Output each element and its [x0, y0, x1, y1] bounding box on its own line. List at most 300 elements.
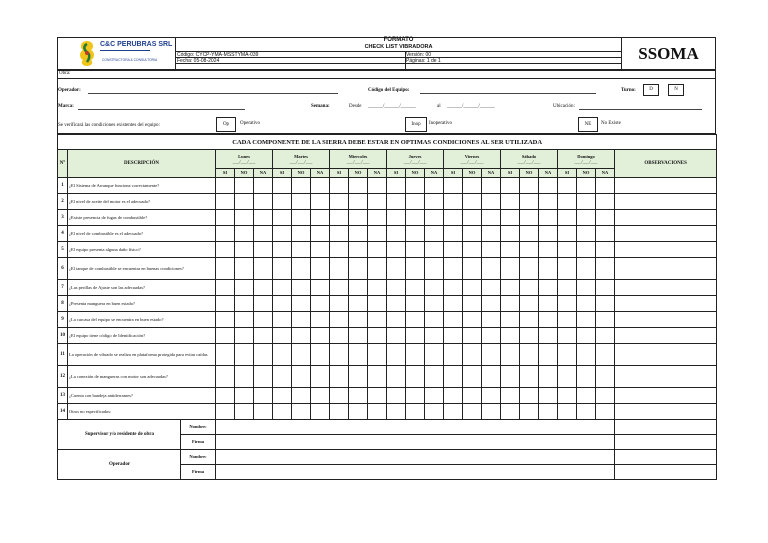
check-cell[interactable] — [501, 210, 520, 226]
check-cell[interactable] — [463, 226, 482, 242]
check-cell[interactable] — [482, 178, 501, 194]
check-cell[interactable] — [577, 210, 596, 226]
check-cell[interactable] — [539, 178, 558, 194]
check-cell[interactable] — [235, 242, 254, 258]
check-cell[interactable] — [520, 242, 539, 258]
check-cell[interactable] — [482, 210, 501, 226]
check-cell[interactable] — [292, 388, 311, 404]
check-cell[interactable] — [482, 258, 501, 280]
check-cell[interactable] — [482, 242, 501, 258]
check-cell[interactable] — [406, 388, 425, 404]
check-cell[interactable] — [292, 258, 311, 280]
check-cell[interactable] — [520, 328, 539, 344]
check-cell[interactable] — [558, 344, 577, 366]
check-cell[interactable] — [311, 366, 330, 388]
check-cell[interactable] — [235, 344, 254, 366]
check-cell[interactable] — [311, 258, 330, 280]
check-cell[interactable] — [216, 366, 235, 388]
turno-n-box[interactable]: N — [668, 84, 684, 96]
check-cell[interactable] — [368, 226, 387, 242]
check-cell[interactable] — [482, 226, 501, 242]
day-date-field[interactable]: ___/___/___ — [289, 159, 313, 164]
check-cell[interactable] — [444, 388, 463, 404]
check-cell[interactable] — [463, 296, 482, 312]
check-cell[interactable] — [254, 388, 273, 404]
codigo-equipo-field[interactable] — [420, 93, 596, 94]
check-cell[interactable] — [425, 366, 444, 388]
check-cell[interactable] — [387, 344, 406, 366]
check-cell[interactable] — [463, 242, 482, 258]
check-cell[interactable] — [444, 258, 463, 280]
check-cell[interactable] — [558, 210, 577, 226]
check-cell[interactable] — [387, 388, 406, 404]
turno-d-box[interactable]: D — [643, 84, 659, 96]
check-cell[interactable] — [520, 210, 539, 226]
check-cell[interactable] — [273, 258, 292, 280]
observation-cell[interactable] — [615, 242, 717, 258]
check-cell[interactable] — [273, 404, 292, 420]
check-cell[interactable] — [216, 312, 235, 328]
day-date-field[interactable]: ___/___/___ — [574, 159, 598, 164]
check-cell[interactable] — [254, 404, 273, 420]
check-cell[interactable] — [444, 344, 463, 366]
check-cell[interactable] — [577, 366, 596, 388]
check-cell[interactable] — [235, 388, 254, 404]
check-cell[interactable] — [501, 178, 520, 194]
check-cell[interactable] — [330, 242, 349, 258]
marca-field[interactable] — [78, 109, 245, 110]
check-cell[interactable] — [577, 388, 596, 404]
check-cell[interactable] — [368, 242, 387, 258]
check-cell[interactable] — [444, 242, 463, 258]
check-cell[interactable] — [501, 328, 520, 344]
check-cell[interactable] — [425, 296, 444, 312]
check-cell[interactable] — [330, 226, 349, 242]
observation-cell[interactable] — [615, 344, 717, 366]
check-cell[interactable] — [273, 226, 292, 242]
check-cell[interactable] — [216, 280, 235, 296]
observation-cell[interactable] — [615, 328, 717, 344]
check-cell[interactable] — [501, 366, 520, 388]
observation-cell[interactable] — [615, 210, 717, 226]
check-cell[interactable] — [349, 258, 368, 280]
check-cell[interactable] — [387, 178, 406, 194]
check-cell[interactable] — [254, 280, 273, 296]
check-cell[interactable] — [368, 366, 387, 388]
check-cell[interactable] — [444, 312, 463, 328]
check-cell[interactable] — [463, 404, 482, 420]
check-cell[interactable] — [330, 258, 349, 280]
check-cell[interactable] — [330, 210, 349, 226]
check-cell[interactable] — [425, 258, 444, 280]
check-cell[interactable] — [577, 178, 596, 194]
signature-name-field[interactable] — [216, 420, 615, 435]
check-cell[interactable] — [463, 344, 482, 366]
check-cell[interactable] — [406, 194, 425, 210]
check-cell[interactable] — [273, 242, 292, 258]
check-cell[interactable] — [406, 344, 425, 366]
check-cell[interactable] — [311, 194, 330, 210]
observation-cell[interactable] — [615, 312, 717, 328]
check-cell[interactable] — [216, 328, 235, 344]
check-cell[interactable] — [292, 366, 311, 388]
check-cell[interactable] — [520, 194, 539, 210]
check-cell[interactable] — [387, 194, 406, 210]
check-cell[interactable] — [311, 210, 330, 226]
check-cell[interactable] — [501, 258, 520, 280]
day-date-field[interactable]: ___/___/___ — [232, 159, 256, 164]
check-cell[interactable] — [558, 258, 577, 280]
check-cell[interactable] — [425, 210, 444, 226]
check-cell[interactable] — [311, 404, 330, 420]
check-cell[interactable] — [520, 344, 539, 366]
check-cell[interactable] — [216, 242, 235, 258]
check-cell[interactable] — [406, 328, 425, 344]
check-cell[interactable] — [558, 388, 577, 404]
check-cell[interactable] — [577, 404, 596, 420]
check-cell[interactable] — [558, 328, 577, 344]
observation-cell[interactable] — [615, 296, 717, 312]
check-cell[interactable] — [292, 328, 311, 344]
check-cell[interactable] — [558, 366, 577, 388]
check-cell[interactable] — [387, 226, 406, 242]
check-cell[interactable] — [387, 312, 406, 328]
check-cell[interactable] — [235, 178, 254, 194]
check-cell[interactable] — [558, 404, 577, 420]
check-cell[interactable] — [387, 366, 406, 388]
check-cell[interactable] — [311, 242, 330, 258]
check-cell[interactable] — [596, 178, 615, 194]
check-cell[interactable] — [463, 280, 482, 296]
check-cell[interactable] — [235, 210, 254, 226]
check-cell[interactable] — [444, 296, 463, 312]
check-cell[interactable] — [349, 178, 368, 194]
observation-cell[interactable] — [615, 226, 717, 242]
check-cell[interactable] — [292, 242, 311, 258]
check-cell[interactable] — [596, 296, 615, 312]
check-cell[interactable] — [311, 328, 330, 344]
check-cell[interactable] — [330, 296, 349, 312]
check-cell[interactable] — [463, 312, 482, 328]
check-cell[interactable] — [520, 312, 539, 328]
check-cell[interactable] — [216, 258, 235, 280]
check-cell[interactable] — [273, 328, 292, 344]
check-cell[interactable] — [216, 388, 235, 404]
check-cell[interactable] — [444, 328, 463, 344]
check-cell[interactable] — [311, 296, 330, 312]
check-cell[interactable] — [501, 242, 520, 258]
check-cell[interactable] — [311, 344, 330, 366]
check-cell[interactable] — [235, 328, 254, 344]
check-cell[interactable] — [387, 258, 406, 280]
observation-cell[interactable] — [615, 366, 717, 388]
check-cell[interactable] — [235, 404, 254, 420]
al-date-field[interactable]: ______/______/______ — [447, 104, 495, 109]
check-cell[interactable] — [596, 328, 615, 344]
check-cell[interactable] — [501, 280, 520, 296]
check-cell[interactable] — [539, 328, 558, 344]
check-cell[interactable] — [387, 404, 406, 420]
check-cell[interactable] — [501, 296, 520, 312]
check-cell[interactable] — [273, 344, 292, 366]
check-cell[interactable] — [273, 296, 292, 312]
check-cell[interactable] — [539, 280, 558, 296]
check-cell[interactable] — [349, 404, 368, 420]
check-cell[interactable] — [520, 178, 539, 194]
check-cell[interactable] — [235, 258, 254, 280]
check-cell[interactable] — [235, 280, 254, 296]
check-cell[interactable] — [368, 404, 387, 420]
check-cell[interactable] — [254, 328, 273, 344]
check-cell[interactable] — [235, 366, 254, 388]
check-cell[interactable] — [254, 258, 273, 280]
check-cell[interactable] — [368, 194, 387, 210]
check-cell[interactable] — [425, 226, 444, 242]
check-cell[interactable] — [577, 194, 596, 210]
check-cell[interactable] — [349, 366, 368, 388]
observation-cell[interactable] — [615, 194, 717, 210]
check-cell[interactable] — [463, 194, 482, 210]
check-cell[interactable] — [349, 388, 368, 404]
check-cell[interactable] — [349, 296, 368, 312]
check-cell[interactable] — [596, 280, 615, 296]
check-cell[interactable] — [577, 258, 596, 280]
check-cell[interactable] — [520, 366, 539, 388]
check-cell[interactable] — [387, 210, 406, 226]
check-cell[interactable] — [520, 258, 539, 280]
check-cell[interactable] — [273, 388, 292, 404]
check-cell[interactable] — [596, 258, 615, 280]
day-date-field[interactable]: ___/___/___ — [460, 159, 484, 164]
check-cell[interactable] — [311, 178, 330, 194]
check-cell[interactable] — [216, 296, 235, 312]
check-cell[interactable] — [558, 178, 577, 194]
check-cell[interactable] — [254, 296, 273, 312]
observation-cell[interactable] — [615, 404, 717, 420]
check-cell[interactable] — [596, 404, 615, 420]
check-cell[interactable] — [425, 178, 444, 194]
operador-field[interactable] — [88, 93, 338, 94]
check-cell[interactable] — [482, 328, 501, 344]
check-cell[interactable] — [482, 296, 501, 312]
signature-name-field[interactable] — [216, 450, 615, 465]
check-cell[interactable] — [558, 194, 577, 210]
check-cell[interactable] — [463, 178, 482, 194]
day-date-field[interactable]: ___/___/___ — [403, 159, 427, 164]
check-cell[interactable] — [406, 296, 425, 312]
check-cell[interactable] — [577, 312, 596, 328]
check-cell[interactable] — [311, 388, 330, 404]
check-cell[interactable] — [387, 328, 406, 344]
check-cell[interactable] — [387, 242, 406, 258]
check-cell[interactable] — [539, 404, 558, 420]
check-cell[interactable] — [596, 226, 615, 242]
check-cell[interactable] — [577, 328, 596, 344]
check-cell[interactable] — [501, 226, 520, 242]
check-cell[interactable] — [349, 344, 368, 366]
check-cell[interactable] — [216, 194, 235, 210]
check-cell[interactable] — [406, 280, 425, 296]
check-cell[interactable] — [577, 226, 596, 242]
check-cell[interactable] — [596, 194, 615, 210]
check-cell[interactable] — [444, 226, 463, 242]
check-cell[interactable] — [425, 344, 444, 366]
check-cell[interactable] — [444, 178, 463, 194]
check-cell[interactable] — [368, 344, 387, 366]
check-cell[interactable] — [539, 226, 558, 242]
check-cell[interactable] — [558, 296, 577, 312]
desde-date-field[interactable]: ______/______/______ — [368, 104, 416, 109]
check-cell[interactable] — [292, 312, 311, 328]
check-cell[interactable] — [482, 404, 501, 420]
check-cell[interactable] — [406, 312, 425, 328]
check-cell[interactable] — [387, 296, 406, 312]
check-cell[interactable] — [368, 312, 387, 328]
check-cell[interactable] — [425, 388, 444, 404]
check-cell[interactable] — [330, 328, 349, 344]
check-cell[interactable] — [368, 328, 387, 344]
check-cell[interactable] — [216, 226, 235, 242]
check-cell[interactable] — [406, 366, 425, 388]
check-cell[interactable] — [444, 280, 463, 296]
check-cell[interactable] — [539, 258, 558, 280]
check-cell[interactable] — [596, 388, 615, 404]
check-cell[interactable] — [330, 194, 349, 210]
check-cell[interactable] — [539, 366, 558, 388]
check-cell[interactable] — [463, 328, 482, 344]
check-cell[interactable] — [273, 366, 292, 388]
signature-sign-field[interactable] — [216, 465, 615, 480]
check-cell[interactable] — [349, 328, 368, 344]
observation-cell[interactable] — [615, 388, 717, 404]
check-cell[interactable] — [539, 388, 558, 404]
check-cell[interactable] — [368, 388, 387, 404]
signature-sign-field[interactable] — [216, 435, 615, 450]
check-cell[interactable] — [558, 226, 577, 242]
check-cell[interactable] — [216, 344, 235, 366]
check-cell[interactable] — [235, 312, 254, 328]
check-cell[interactable] — [482, 366, 501, 388]
check-cell[interactable] — [425, 280, 444, 296]
check-cell[interactable] — [330, 280, 349, 296]
check-cell[interactable] — [520, 388, 539, 404]
check-cell[interactable] — [368, 210, 387, 226]
check-cell[interactable] — [482, 344, 501, 366]
check-cell[interactable] — [292, 226, 311, 242]
check-cell[interactable] — [463, 388, 482, 404]
check-cell[interactable] — [425, 194, 444, 210]
check-cell[interactable] — [539, 242, 558, 258]
check-cell[interactable] — [254, 210, 273, 226]
check-cell[interactable] — [406, 404, 425, 420]
check-cell[interactable] — [539, 296, 558, 312]
observation-cell[interactable] — [615, 258, 717, 280]
check-cell[interactable] — [539, 312, 558, 328]
check-cell[interactable] — [425, 312, 444, 328]
check-cell[interactable] — [539, 194, 558, 210]
check-cell[interactable] — [368, 178, 387, 194]
check-cell[interactable] — [520, 404, 539, 420]
check-cell[interactable] — [368, 258, 387, 280]
check-cell[interactable] — [311, 226, 330, 242]
check-cell[interactable] — [292, 178, 311, 194]
check-cell[interactable] — [482, 312, 501, 328]
check-cell[interactable] — [463, 258, 482, 280]
check-cell[interactable] — [501, 194, 520, 210]
check-cell[interactable] — [254, 226, 273, 242]
check-cell[interactable] — [406, 242, 425, 258]
check-cell[interactable] — [292, 280, 311, 296]
check-cell[interactable] — [235, 194, 254, 210]
check-cell[interactable] — [254, 242, 273, 258]
check-cell[interactable] — [216, 210, 235, 226]
check-cell[interactable] — [330, 344, 349, 366]
check-cell[interactable] — [520, 296, 539, 312]
check-cell[interactable] — [387, 280, 406, 296]
check-cell[interactable] — [254, 194, 273, 210]
check-cell[interactable] — [577, 296, 596, 312]
check-cell[interactable] — [444, 194, 463, 210]
check-cell[interactable] — [292, 194, 311, 210]
check-cell[interactable] — [482, 388, 501, 404]
check-cell[interactable] — [539, 210, 558, 226]
check-cell[interactable] — [292, 344, 311, 366]
day-date-field[interactable]: ___/___/___ — [346, 159, 370, 164]
check-cell[interactable] — [425, 328, 444, 344]
check-cell[interactable] — [216, 404, 235, 420]
check-cell[interactable] — [330, 366, 349, 388]
check-cell[interactable] — [330, 388, 349, 404]
check-cell[interactable] — [254, 366, 273, 388]
check-cell[interactable] — [235, 296, 254, 312]
check-cell[interactable] — [501, 388, 520, 404]
check-cell[interactable] — [254, 312, 273, 328]
check-cell[interactable] — [368, 280, 387, 296]
check-cell[interactable] — [425, 242, 444, 258]
check-cell[interactable] — [368, 296, 387, 312]
check-cell[interactable] — [577, 280, 596, 296]
check-cell[interactable] — [577, 242, 596, 258]
check-cell[interactable] — [444, 210, 463, 226]
check-cell[interactable] — [349, 312, 368, 328]
check-cell[interactable] — [330, 178, 349, 194]
check-cell[interactable] — [596, 312, 615, 328]
check-cell[interactable] — [311, 280, 330, 296]
check-cell[interactable] — [558, 280, 577, 296]
check-cell[interactable] — [349, 280, 368, 296]
check-cell[interactable] — [596, 366, 615, 388]
check-cell[interactable] — [558, 312, 577, 328]
check-cell[interactable] — [273, 280, 292, 296]
check-cell[interactable] — [349, 226, 368, 242]
observation-cell[interactable] — [615, 280, 717, 296]
check-cell[interactable] — [292, 296, 311, 312]
check-cell[interactable] — [406, 210, 425, 226]
check-cell[interactable] — [539, 344, 558, 366]
check-cell[interactable] — [254, 178, 273, 194]
check-cell[interactable] — [482, 280, 501, 296]
check-cell[interactable] — [425, 404, 444, 420]
check-cell[interactable] — [349, 194, 368, 210]
check-cell[interactable] — [520, 280, 539, 296]
ubicacion-field[interactable] — [579, 109, 702, 110]
check-cell[interactable] — [406, 258, 425, 280]
check-cell[interactable] — [254, 344, 273, 366]
check-cell[interactable] — [444, 404, 463, 420]
check-cell[interactable] — [501, 312, 520, 328]
check-cell[interactable] — [482, 194, 501, 210]
check-cell[interactable] — [349, 210, 368, 226]
